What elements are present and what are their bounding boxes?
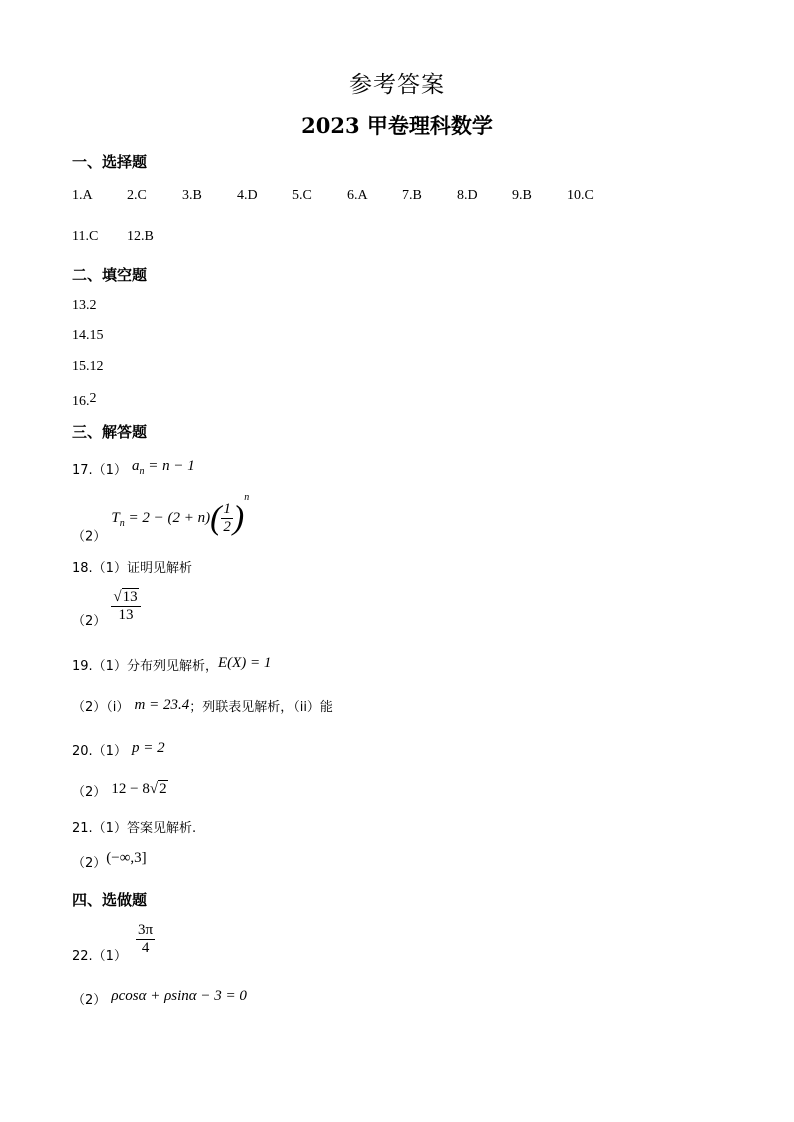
q20-label1: 20.（1） bbox=[72, 744, 127, 759]
q17-label2: （2） bbox=[72, 529, 107, 545]
q17-part1 bbox=[72, 455, 195, 478]
q17-formula1 bbox=[132, 458, 195, 477]
q22-part2 bbox=[72, 985, 247, 1008]
var-a: a bbox=[132, 458, 140, 474]
q19-part2 bbox=[72, 696, 333, 715]
subscript-n: n bbox=[139, 466, 145, 477]
p-value: p = 2 bbox=[132, 740, 165, 756]
choice-answer: 4.D bbox=[237, 188, 258, 203]
left-paren: ( bbox=[210, 499, 222, 537]
q21-part1: 21.（1）答案见解析. bbox=[72, 821, 197, 836]
fraction-denominator: 4 bbox=[141, 940, 150, 956]
var-T: T bbox=[111, 510, 120, 526]
page-title: 参考答案 bbox=[349, 72, 445, 98]
exponent: n bbox=[244, 492, 250, 503]
choice-answer: 10.C bbox=[567, 188, 594, 203]
expectation-formula: E(X) = 1 bbox=[217, 655, 272, 671]
expression: 12 − 8 bbox=[111, 781, 150, 797]
sqrt-radicand: 2 bbox=[159, 781, 167, 797]
m-value: m = 23.4 bbox=[134, 697, 190, 713]
choice-answer: 1.A bbox=[72, 188, 93, 203]
q22-label2: （2） bbox=[72, 993, 107, 1008]
fill-answer: 13.2 bbox=[72, 298, 97, 313]
section-optional-heading: 四、选做题 bbox=[72, 891, 148, 909]
fraction-numerator: √13 bbox=[113, 589, 138, 605]
q17-formula2 bbox=[111, 492, 250, 537]
interval: (−∞,3] bbox=[106, 850, 147, 866]
choice-answer: 12.B bbox=[127, 229, 154, 244]
choice-answer: 6.A bbox=[347, 188, 368, 203]
q21-part2 bbox=[72, 847, 147, 871]
q17-label1: 17.（1） bbox=[72, 463, 127, 478]
choice-answer: 9.B bbox=[512, 188, 532, 203]
fraction-denominator: 13 bbox=[118, 607, 134, 623]
q20-part2: （2） 12 − 8√2 bbox=[72, 781, 167, 800]
polar-equation: ρcosα + ρsinα − 3 = 0 bbox=[111, 988, 247, 1004]
choice-answer: 11.C bbox=[72, 229, 99, 244]
q18-part2 bbox=[72, 589, 141, 629]
choice-answer: 5.C bbox=[292, 188, 312, 203]
fill-answer bbox=[72, 391, 97, 410]
subscript-n: n bbox=[119, 518, 125, 529]
fraction-numerator: 3π bbox=[138, 922, 154, 938]
q18-part1: 18.（1）证明见解析 bbox=[72, 561, 192, 576]
fraction bbox=[111, 589, 140, 624]
fill-answer-label: 16. bbox=[72, 394, 90, 409]
exam-subtitle: 2023 甲卷理科数学 bbox=[301, 113, 493, 138]
q19-label1: 19.（1）分布列见解析， bbox=[72, 659, 218, 674]
section-choice-heading: 一、选择题 bbox=[72, 153, 148, 171]
formula-rhs: = 2 − (2 + n) bbox=[128, 510, 211, 526]
choice-answer: 2.C bbox=[127, 188, 147, 203]
right-paren: ) bbox=[232, 499, 245, 537]
choice-answer: 7.B bbox=[402, 188, 422, 203]
choice-answer: 8.D bbox=[457, 188, 478, 203]
q20-label2: （2） bbox=[72, 785, 107, 800]
formula-rhs: = n − 1 bbox=[148, 458, 195, 474]
fraction-denominator: 2 bbox=[223, 519, 231, 536]
q19-tail-text: ；列联表见解析，（ii）能 bbox=[189, 700, 333, 715]
section-solve-heading: 三、解答题 bbox=[72, 423, 148, 441]
fraction bbox=[136, 922, 155, 957]
q22-label1: 22.（1） bbox=[72, 949, 127, 964]
q21-label2: （2） bbox=[72, 856, 107, 871]
choice-answer: 3.B bbox=[182, 188, 202, 203]
q18-label2: （2） bbox=[72, 614, 107, 629]
q19-label2: （2）（i） bbox=[72, 700, 130, 715]
q22-part1 bbox=[72, 922, 155, 964]
section-fill-heading: 二、填空题 bbox=[72, 266, 148, 284]
fill-answer-value: 2 bbox=[89, 391, 97, 406]
q19-part1 bbox=[72, 652, 271, 674]
q20-part1 bbox=[72, 737, 165, 759]
fill-answer: 15.12 bbox=[72, 359, 104, 374]
fill-answer: 14.15 bbox=[72, 328, 104, 343]
sqrt-radicand: 13 bbox=[122, 589, 138, 605]
fraction bbox=[221, 501, 233, 536]
q17-part2 bbox=[72, 492, 249, 545]
fraction-numerator: 1 bbox=[223, 501, 231, 518]
